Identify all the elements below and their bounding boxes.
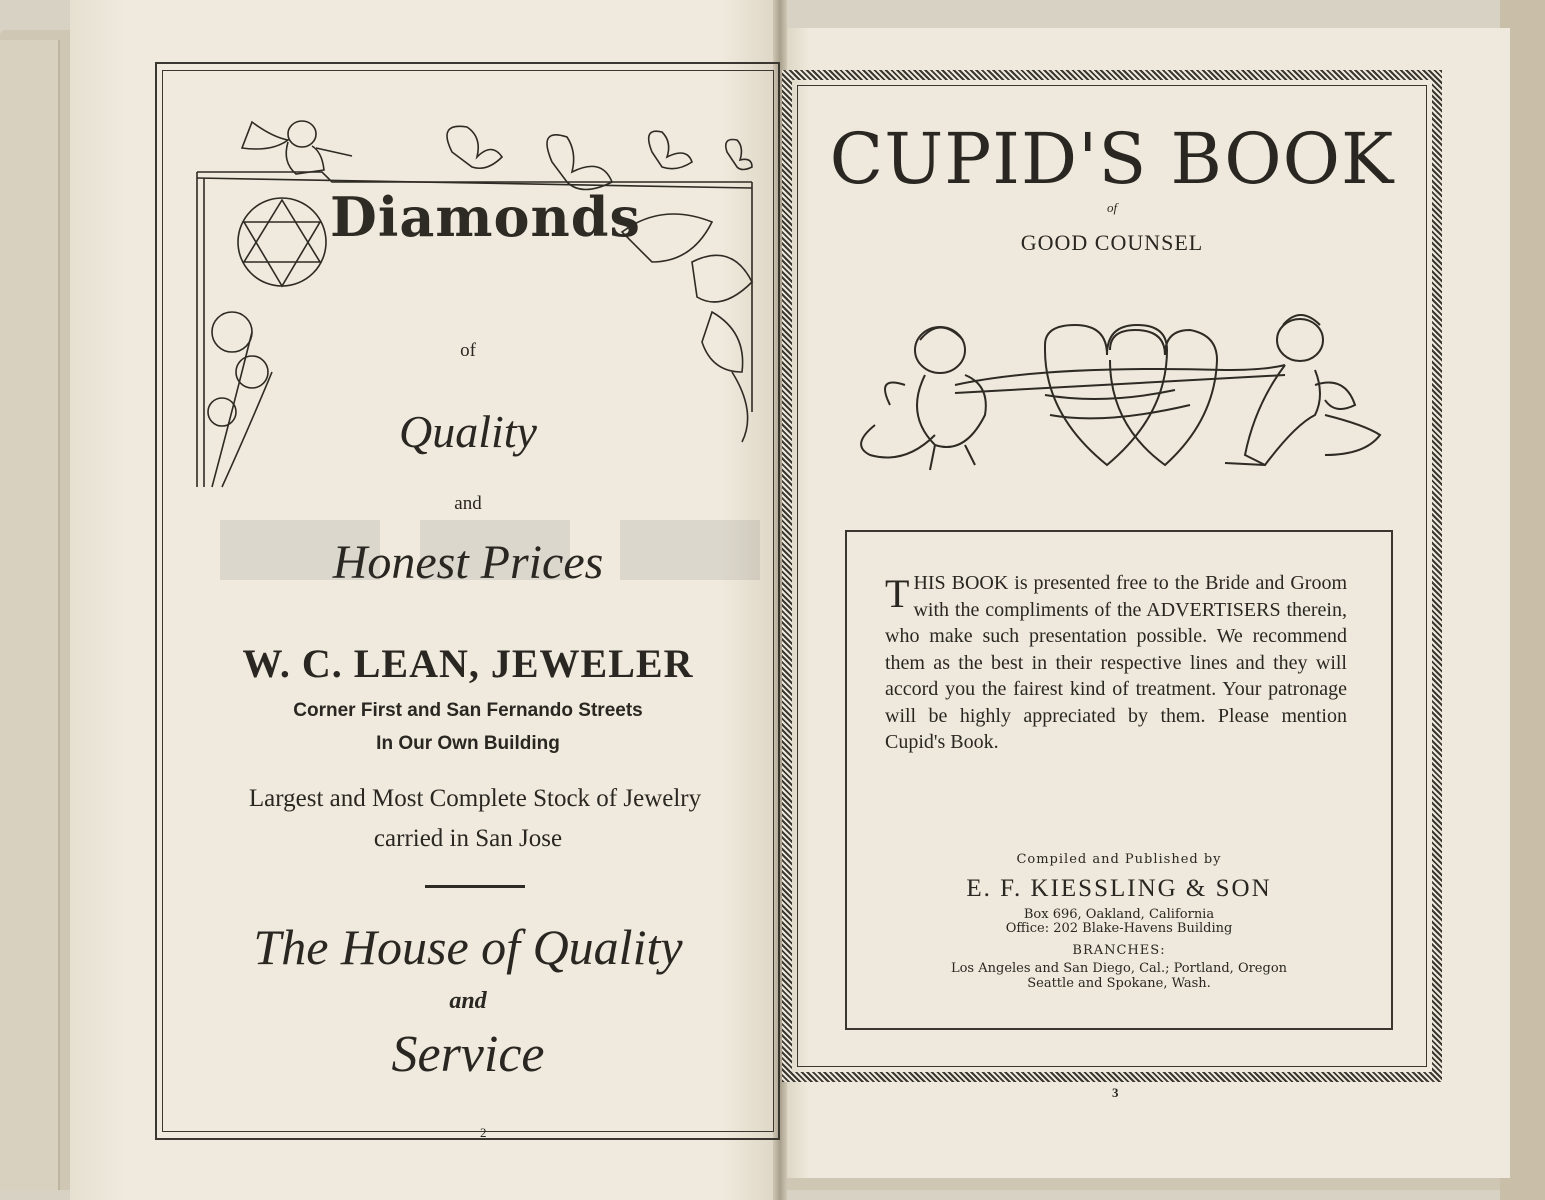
quality-text: Quality: [399, 406, 537, 457]
publisher-name: E. F. KIESSLING & SON: [966, 875, 1272, 902]
right-page-number: 3: [1112, 1085, 1119, 1100]
of-text: of: [460, 340, 476, 361]
service-text: Service: [391, 1026, 545, 1083]
branches-list-1: Los Angeles and San Diego, Cal.; Portland, Oregon: [950, 961, 1288, 976]
jeweler-name: W. C. LEAN, JEWELER: [242, 641, 694, 686]
honest-prices-text: Honest Prices: [332, 536, 604, 589]
cupids-with-hearts-illustration: [845, 305, 1390, 485]
and-text-2: and: [449, 988, 487, 1014]
dedication-text: HIS BOOK is presented free to the Bride and Groom with the compliments of the ADVERTISERS therein, who make such presentation possible. We recommend them as the best in their respective lines and they will accord you the fairest kind of treatment. Your patronage will be highly appreciated by them. Please mention Cupid's Book.: [885, 572, 1347, 753]
of-text-small: of: [1106, 200, 1118, 215]
location-line: carried in San Jose: [373, 825, 563, 852]
jeweler-address: Corner First and San Fernando Streets: [293, 700, 643, 721]
branches-list-2: Seattle and Spokane, Wash.: [1027, 976, 1211, 991]
dedication-paragraph: [885, 570, 1347, 756]
book-subtitle: GOOD COUNSEL: [1020, 230, 1204, 255]
house-of-quality-text: The House of Quality: [253, 919, 683, 975]
and-text: and: [454, 493, 482, 514]
publisher-office-address: Office: 202 Blake-Havens Building: [1005, 921, 1233, 936]
compiled-by-text: Compiled and Published by: [1016, 852, 1222, 867]
publisher-box-address: Box 696, Oakland, California: [1023, 907, 1215, 922]
diamonds-heading: Diamonds: [330, 185, 641, 249]
jeweler-building: In Our Own Building: [376, 733, 560, 754]
stock-line: Largest and Most Complete Stock of Jewelry: [248, 785, 702, 812]
dedication-dropcap: T: [885, 571, 910, 616]
divider-rule: [425, 885, 525, 888]
left-page-number: 2: [480, 1125, 487, 1140]
branches-heading: BRANCHES:: [1072, 943, 1166, 958]
book-title: CUPID'S BOOK: [829, 118, 1395, 200]
cover-left-edge: [0, 40, 60, 1190]
